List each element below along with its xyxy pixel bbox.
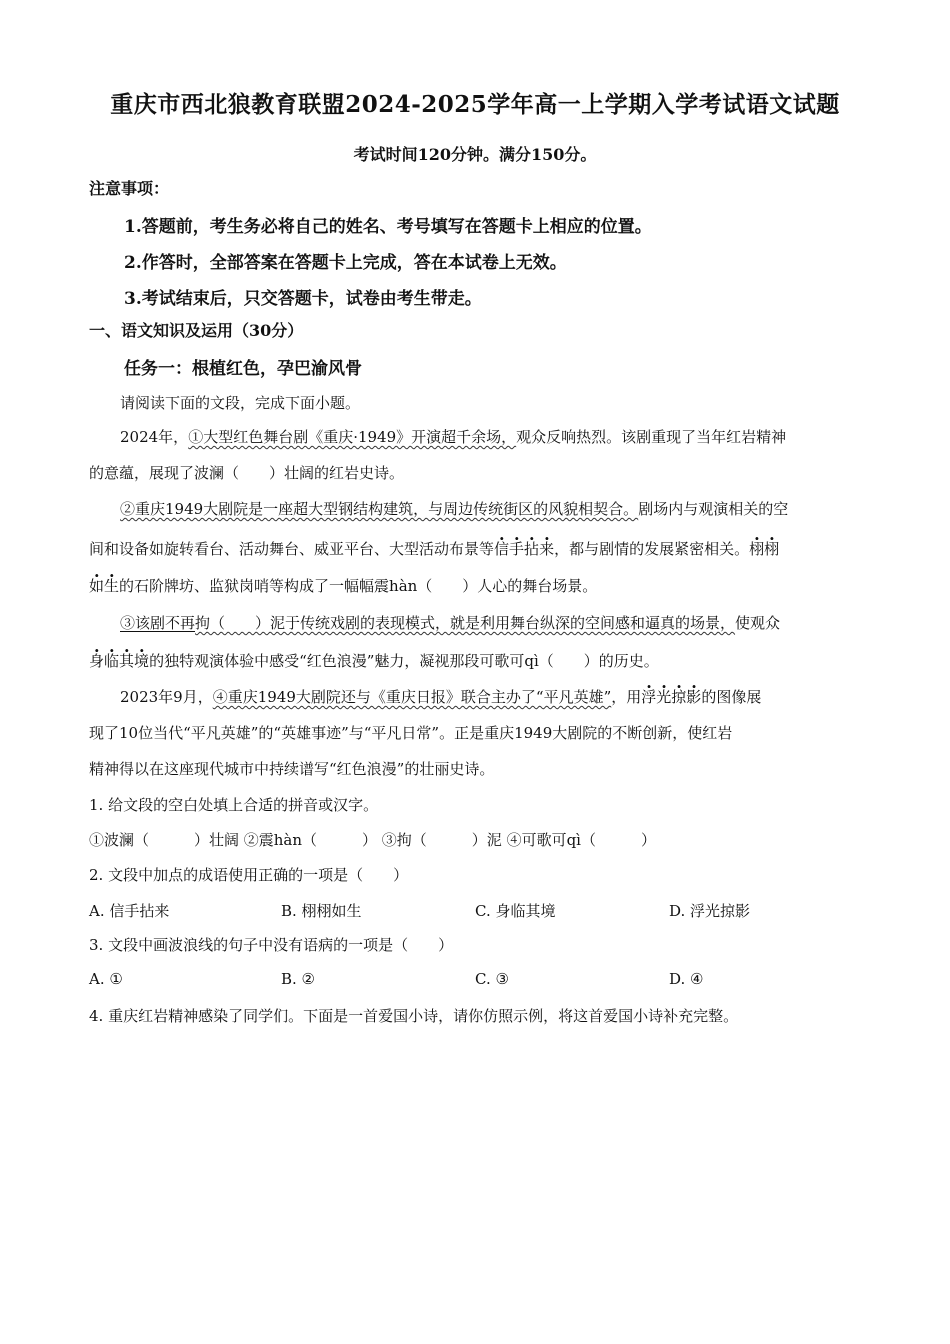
question-2-option-a: A. 信手拈来 <box>89 902 170 920</box>
passage-line: 的意蕴，展现了波澜（ ）壮阔的红岩史诗。 <box>89 464 405 482</box>
wavy-sentence-3-start: ③该剧不再 <box>120 614 196 632</box>
question-3-option-a: A. ① <box>89 970 123 988</box>
wavy-sentence-1: ①大型红色舞台剧《重庆·1949》开演超千余场， <box>188 428 517 446</box>
wavy-sentence-3: 拘（ ）泥于传统戏剧的表现模式，就是利用舞台纵深的空间感和逼真的场景， <box>195 614 736 632</box>
note-item-2: 2.作答时，全部答案在答题卡上完成，答在本试卷上无效。 <box>124 253 567 273</box>
passage-line: 现了10位当代“平凡英雄”的“英雄事迹”与“平凡日常”。正是重庆1949大剧院的不断创新，使红岩 <box>89 724 733 742</box>
emphasis-char: 信 <box>494 540 510 558</box>
notes-heading: 注意事项： <box>89 179 170 198</box>
emphasis-char: 掠 <box>671 688 687 706</box>
question-2-option-b: B. 栩栩如生 <box>281 902 362 920</box>
passage-line: 间和设备如旋转看台、活动舞台、威亚平台、大型活动布景等信手拈来，都与剧情的发展紧密相关。栩栩 <box>89 540 780 558</box>
emphasis-char: 生 <box>104 577 120 595</box>
passage-line: 2023年9月，④重庆1949大剧院还与《重庆日报》联合主办了“平凡英雄”，用浮光掠影的图像展 <box>120 688 762 706</box>
passage-line: 2024年，①大型红色舞台剧《重庆·1949》开演超千余场，观众反响热烈。该剧重现了当年红岩精神 <box>120 428 787 446</box>
question-2-option-d: D. 浮光掠影 <box>669 902 751 920</box>
task-heading: 任务一：根植红色，孕巴渝风骨 <box>124 359 362 379</box>
emphasis-char: 栩 <box>764 540 780 558</box>
emphasis-char: 光 <box>656 688 672 706</box>
question-1-fill: ①波澜（ ）壮阔 ②震hàn（ ） ③拘（ ）泥 ④可歌可qì（ ） <box>89 831 656 849</box>
passage-line: 精神得以在这座现代城市中持续谱写“红色浪漫”的壮丽史诗。 <box>89 760 495 778</box>
question-3-stem: 3. 文段中画波浪线的句子中没有语病的一项是（ ） <box>89 936 454 954</box>
emphasis-char: 浮 <box>641 688 657 706</box>
emphasis-char: 来 <box>539 540 555 558</box>
note-item-1: 1.答题前，考生务必将自己的姓名、考号填写在答题卡上相应的位置。 <box>124 217 652 237</box>
dotted-idiom-1 <box>494 540 554 558</box>
passage-line: ②重庆1949大剧院是一座超大型钢结构建筑，与周边传统街区的风貌相契合。剧场内与观演相关的空 <box>120 500 789 518</box>
dotted-idiom-4 <box>641 688 701 706</box>
exam-subtitle: 考试时间120分钟。满分150分。 <box>353 145 597 164</box>
dotted-idiom-2a <box>749 540 779 558</box>
passage-line: 身临其境的独特观演体验中感受“红色浪漫”魅力，凝视那段可歌可qì（ ）的历史。 <box>89 652 659 670</box>
question-2-stem: 2. 文段中加点的成语使用正确的一项是（ ） <box>89 866 409 884</box>
question-2-option-c: C. 身临其境 <box>475 902 556 920</box>
emphasis-char: 如 <box>89 577 105 595</box>
note-item-3: 3.考试结束后，只交答题卡，试卷由考生带走。 <box>124 289 482 309</box>
wavy-sentence-4: ④重庆1949大剧院还与《重庆日报》联合主办了“平凡英雄” <box>212 688 612 706</box>
question-3-option-d: D. ④ <box>669 970 704 988</box>
emphasis-char: 栩 <box>749 540 765 558</box>
emphasis-char: 手 <box>509 540 525 558</box>
passage-intro: 请阅读下面的文段，完成下面小题。 <box>120 394 361 412</box>
emphasis-char: 影 <box>686 688 702 706</box>
dotted-idiom-3 <box>89 652 149 670</box>
dotted-idiom-2b <box>89 577 119 595</box>
exam-title: 重庆市西北狼教育联盟2024-2025学年高一上学期入学考试语文试题 <box>110 91 840 118</box>
emphasis-char: 其 <box>119 652 135 670</box>
wavy-sentence-2: ②重庆1949大剧院是一座超大型钢结构建筑，与周边传统街区的风貌相契合。 <box>120 500 639 518</box>
question-3-option-c: C. ③ <box>475 970 509 988</box>
question-1-stem: 1. 给文段的空白处填上合适的拼音或汉字。 <box>89 796 379 814</box>
passage-line: ③该剧不再拘（ ）泥于传统戏剧的表现模式，就是利用舞台纵深的空间感和逼真的场景，使观众 <box>120 614 781 632</box>
emphasis-char: 临 <box>104 652 120 670</box>
question-4-stem: 4. 重庆红岩精神感染了同学们。下面是一首爱国小诗，请你仿照示例，将这首爱国小诗补充完整。 <box>89 1007 739 1025</box>
section-heading: 一、语文知识及运用（30分） <box>89 321 304 340</box>
emphasis-char: 身 <box>89 652 105 670</box>
question-3-option-b: B. ② <box>281 970 316 988</box>
passage-line: 如生的石阶牌坊、监狱岗哨等构成了一幅幅震hàn（ ）人心的舞台场景。 <box>89 577 598 595</box>
emphasis-char: 拈 <box>524 540 540 558</box>
emphasis-char: 境 <box>134 652 150 670</box>
